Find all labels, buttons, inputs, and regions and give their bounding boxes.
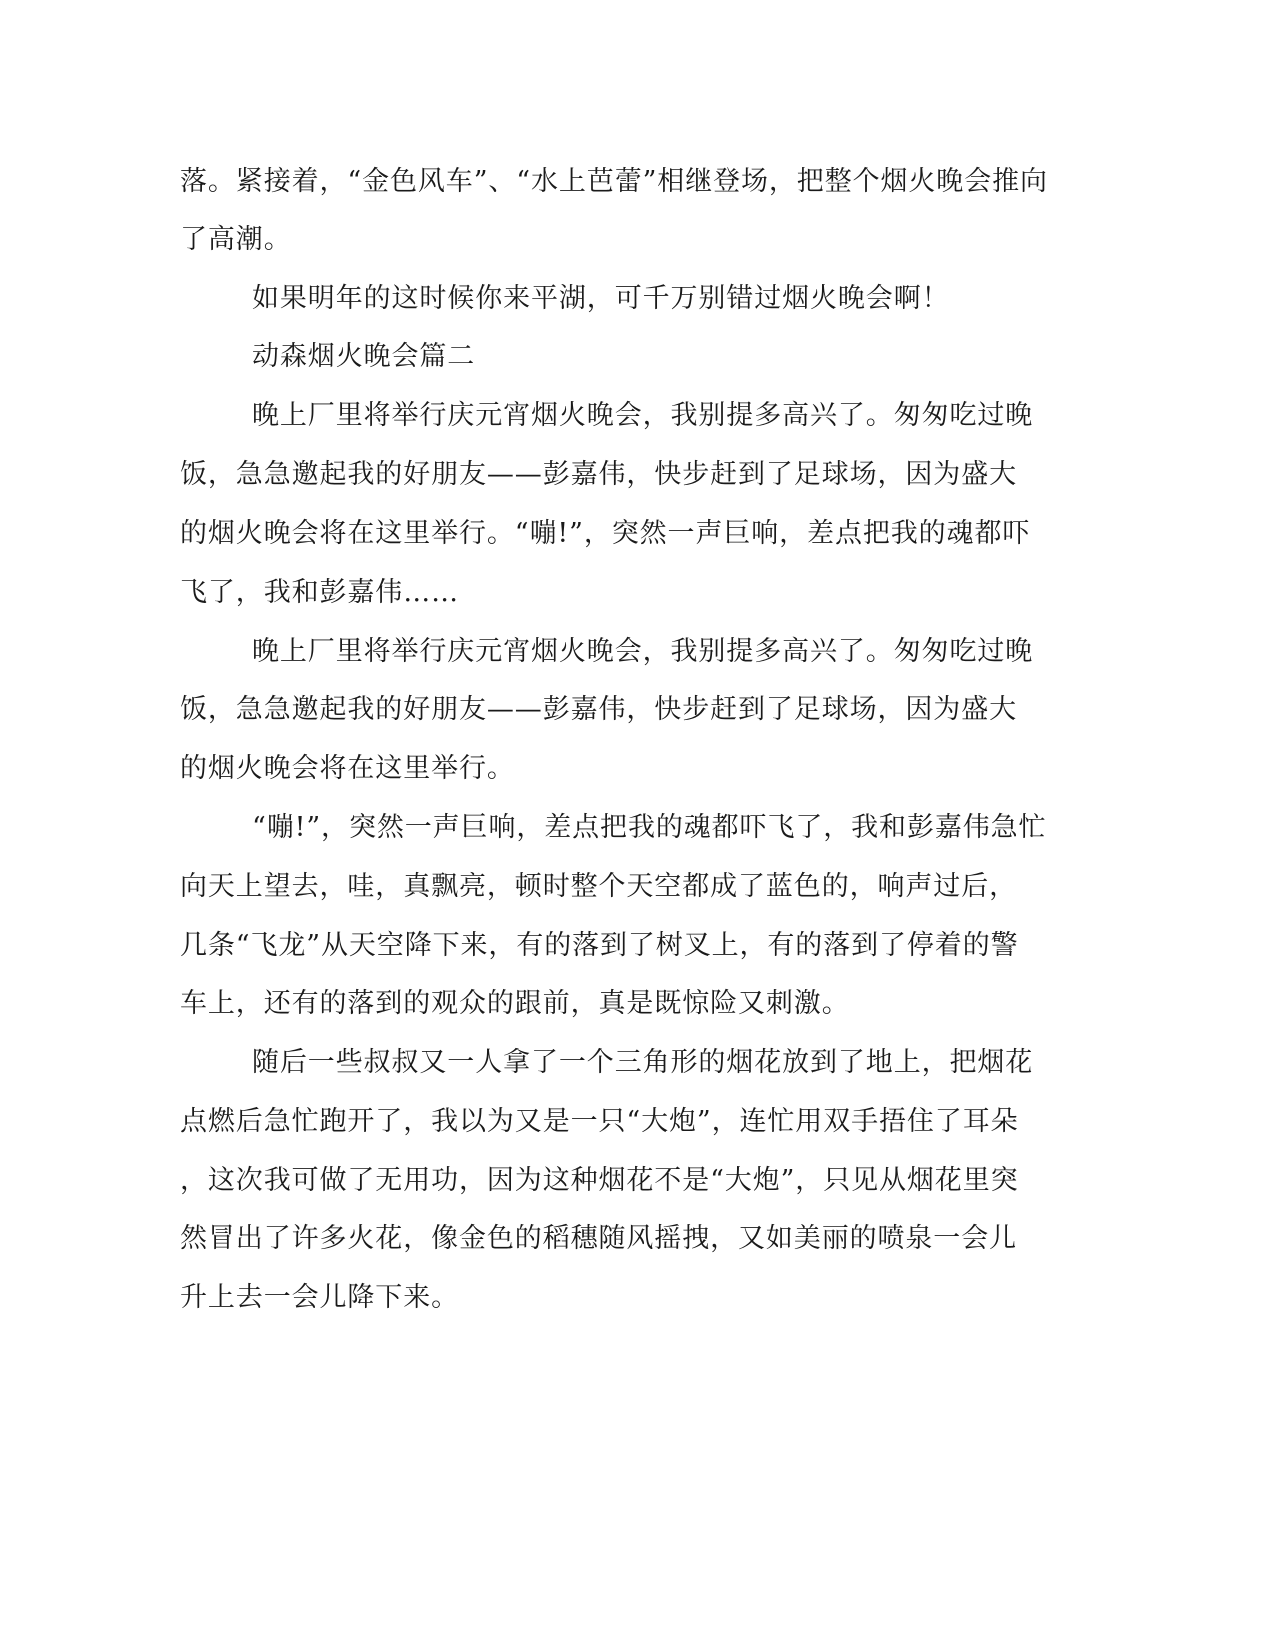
text-line: 饭，急急邀起我的好朋友——彭嘉伟，快步赶到了足球场，因为盛大	[180, 694, 1017, 725]
text-line: 如果明年的这时候你来平湖，可千万别错过烟火晚会啊！	[252, 283, 950, 314]
text-line: 晚上厂里将举行庆元宵烟火晚会，我别提多高兴了。匆匆吃过晚	[252, 636, 1034, 667]
text-line: 的烟火晚会将在这里举行。	[180, 753, 515, 784]
text-line: 落。紧接着，“金色风车”、“水上芭蕾”相继登场，把整个烟火晚会推向	[180, 166, 1048, 197]
text-line: ，这次我可做了无用功，因为这种烟花不是“大炮”，只见从烟花里突	[180, 1165, 1019, 1196]
text-line: 了高潮。	[180, 224, 292, 255]
text-line: 向天上望去，哇，真飘亮，顿时整个天空都成了蓝色的，响声过后，	[180, 871, 1017, 902]
text-line: 随后一些叔叔又一人拿了一个三角形的烟花放到了地上，把烟花	[252, 1047, 1034, 1078]
text-line: 几条“飞龙”从天空降下来，有的落到了树叉上，有的落到了停着的警	[180, 930, 1019, 961]
text-line: 饭，急急邀起我的好朋友——彭嘉伟，快步赶到了足球场，因为盛大	[180, 459, 1017, 490]
text-line: 飞了，我和彭嘉伟……	[180, 577, 459, 608]
text-line: 的烟火晚会将在这里举行。“嘣!”，突然一声巨响，差点把我的魂都吓	[180, 518, 1031, 549]
section-heading: 动森烟火晚会篇二	[252, 341, 476, 372]
text-line: 点燃后急忙跑开了，我以为又是一只“大炮”，连忙用双手捂住了耳朵	[180, 1106, 1019, 1137]
text-line: 晚上厂里将举行庆元宵烟火晚会，我别提多高兴了。匆匆吃过晚	[252, 400, 1034, 431]
text-line: 然冒出了许多火花，像金色的稻穗随风摇拽，又如美丽的喷泉一会儿	[180, 1223, 1017, 1254]
text-line: “嘣!”，突然一声巨响，差点把我的魂都吓飞了，我和彭嘉伟急忙	[252, 812, 1047, 843]
text-line: 升上去一会儿降下来。	[180, 1282, 459, 1313]
text-line: 车上，还有的落到的观众的跟前，真是既惊险又刺激。	[180, 988, 850, 1019]
